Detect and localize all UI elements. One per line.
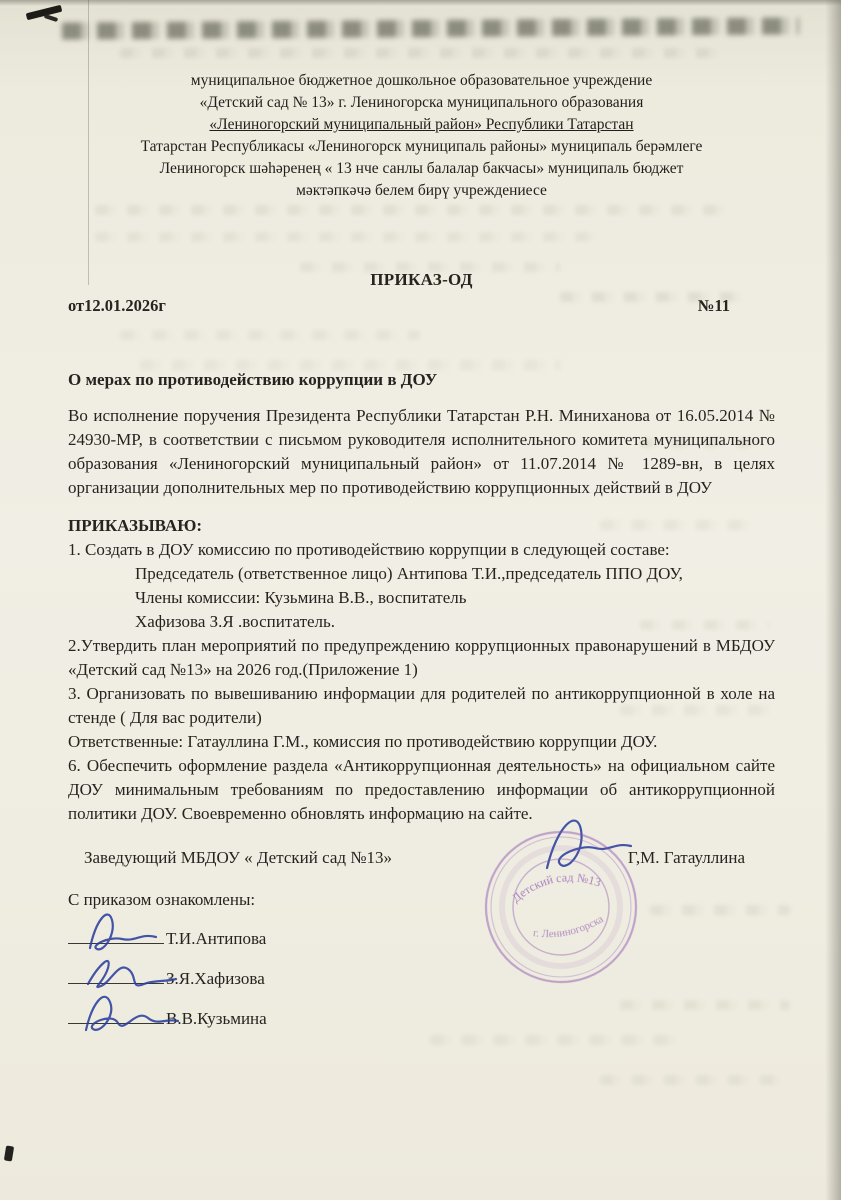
stamp-text-bottom: г. Лениногорска (532, 913, 606, 941)
committee-chair-line: Председатель (ответственное лицо) Антипова Т.И.,председатель ППО ДОУ, (135, 564, 683, 583)
committee-member-line: Члены комиссии: Кузьмина В.В., воспитатель (135, 588, 467, 607)
letterhead-line-underlined: «Лениногорский муниципальный район» Республики Татарстан (209, 116, 634, 133)
order-item-1: 1. Создать в ДОУ комиссию по противодействию коррупции в следующей составе: (68, 540, 670, 559)
committee-member-line: Хафизова З.Я .воспитатель. (135, 612, 336, 631)
letterhead-line: Лениногорск шәһәренең « 13 нче санлы балалар бакчасы» муниципаль бюджет (159, 160, 684, 177)
responsible-line: Ответственные: Гатауллина Г.М., комиссия по противодействию коррупции ДОУ. (68, 732, 658, 751)
letterhead-line: мәктәпкәчә белем бирү учреждениесе (296, 182, 547, 199)
acknowledgement-heading: С приказом ознакомлены: (68, 890, 256, 909)
acknowledged-name: З.Я.Хафизова (166, 969, 265, 988)
order-number: №11 (697, 296, 730, 315)
order-title: ПРИКАЗ-ОД (370, 270, 473, 289)
order-item-2: 2.Утвердить план мероприятий по предупреждению коррупционных правонарушений в МБДОУ «Детский сад №13» на 2026 год.(Приложение 1) (68, 636, 775, 679)
head-position-label: Заведующий МБДОУ « Детский сад №13» (84, 848, 393, 867)
order-item-3: 3. Организовать по вывешиванию информации для родителей по антикоррупционной в холе на стенде ( Для вас родители) (68, 684, 775, 727)
bleedthrough-line (600, 1075, 780, 1085)
letterhead-line: Татарстан Республикасы «Лениногорск муниципаль районы» муниципаль берәмлеге (140, 138, 703, 155)
scan-left-edge-mark (4, 1145, 14, 1161)
order-date: от12.01.2026г (68, 296, 166, 315)
signature-line (68, 1008, 164, 1024)
signature-line (68, 968, 164, 984)
acknowledged-name: Т.И.Антипова (166, 929, 267, 948)
order-preamble: Во исполнение поручения Президента Республики Татарстан Р.Н. Миниханова от 16.05.2014 № 24930-МР, в соответствии с письмом руководителя исполнительного комитета муниципального образования «Лениногорский муниципальный район» от 11.07.2014 № 1289-вн, в целях организации дополнительных мер по противодействию коррупционных действий в ДОУ (68, 406, 775, 497)
acknowledged-name: В.В.Кузьмина (166, 1009, 267, 1028)
head-name: Г,М. Гатауллина (627, 848, 745, 867)
acknowledgement-row (68, 926, 775, 952)
order-item-6: 6. Обеспечить оформление раздела «Антикоррупционная деятельность» на официальном сайте ДОУ минимальным требованиям по предоставлению информации об антикоррупционной политики ДОУ. Своевременно обновлять информацию на сайте. (68, 756, 775, 823)
signature-line (68, 928, 164, 944)
order-meta-row (68, 296, 775, 316)
stamp-text-top: Детский сад №13 (509, 870, 603, 906)
letterhead (68, 70, 775, 202)
letterhead-line: муниципальное бюджетное дошкольное образовательное учреждение (190, 72, 653, 89)
acknowledgement-row (68, 1006, 775, 1032)
acknowledgement-row (68, 966, 775, 992)
order-subject: О мерах по противодействию коррупции в ДОУ (68, 370, 438, 389)
bleedthrough-line (430, 1035, 680, 1045)
resolution-heading: ПРИКАЗЫВАЮ: (68, 516, 203, 535)
head-signature-row (68, 846, 775, 870)
letterhead-line: «Детский сад № 13» г. Лениногорска муниципального образования (199, 94, 644, 111)
